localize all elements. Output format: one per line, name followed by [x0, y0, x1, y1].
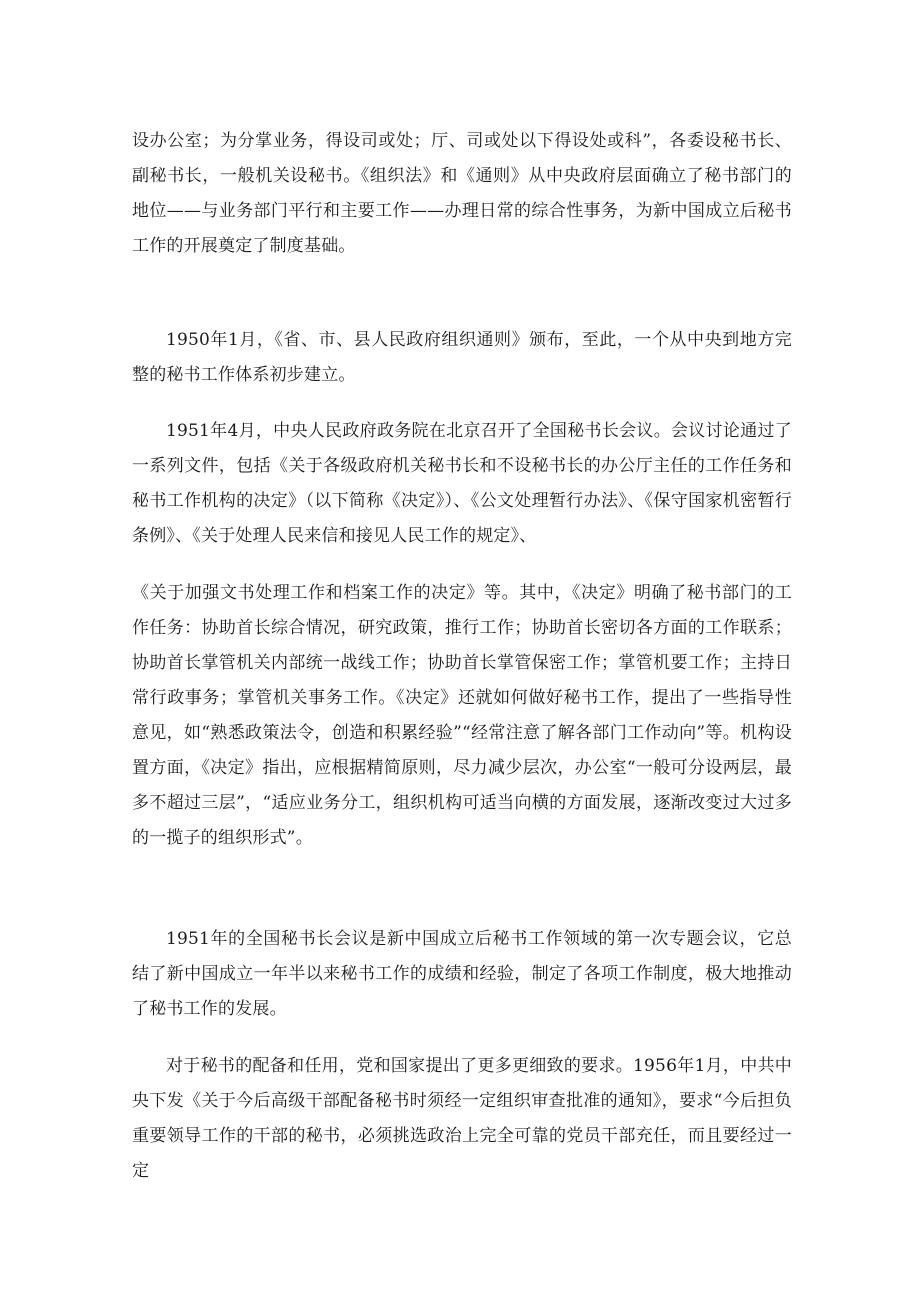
paragraph-continuation: 设办公室；为分掌业务，得设司或处；厅、司或处以下得设处或科”，各委设秘书长、副秘书长，一般机关设秘书。《组织法》和《通则》从中央政府层面确立了秘书部门的地位——与业务部门平行和主要工作——办理日常的综合性事务，为新中国成立后秘书工作的开展奠定了制度基础。: [132, 131, 792, 256]
paragraph-decision-details: 《关于加强文书处理工作和档案工作的决定》等。其中，《决定》明确了秘书部门的工作任务：协助首长综合情况，研究政策，推行工作；协助首长密切各方面的工作联系；协助首长掌管机关内部统一战线工作；协助首长掌管保密工作；掌管机要工作；主持日常行政事务；掌管机关事务工作。《决定》还就如何做好秘书工作，提出了一些指导性意见，如“熟悉政策法令，创造和积累经验”“经常注意了解各部门工作动向”等。机构设置方面，《决定》指出，应根据精简原则，尽力减少层次，办公室“一般可分设两层，最多不超过三层”，“适应业务分工，组织机构可适当向横的方面发展，逐渐改变过大过多的一揽子的组织形式”。: [132, 583, 792, 848]
paragraph-secretary-appointment: 对于秘书的配备和任用，党和国家提出了更多更细致的要求。1956年1月，中共中央下发《关于今后高级干部配备秘书时须经一定组织审查批准的通知》，要求“今后担负重要领导工作的干部的秘书，必须挑选政治上完全可靠的党员干部充任，而且要经过一定: [132, 1056, 792, 1181]
paragraph-1950: 1950年1月，《省、市、县人民政府组织通则》颁布，至此，一个从中央到地方完整的秘书工作体系初步建立。: [132, 330, 792, 385]
paragraph-meeting-summary: 1951年的全国秘书长会议是新中国成立后秘书工作领域的第一次专题会议，它总结了新中国成立一年半以来秘书工作的成绩和经验，制定了各项工作制度，极大地推动了秘书工作的发展。: [132, 929, 792, 1019]
paragraph-1951-meeting: 1951年4月，中央人民政府政务院在北京召开了全国秘书长会议。会议讨论通过了一系列文件，包括《关于各级政府机关秘书长和不设秘书长的办公厅主任的工作任务和秘书工作机构的决定》（以下简称《决定》）、《公文处理暂行办法》、《保守国家机密暂行条例》、《关于处理人民来信和接见人民工作的规定》、: [132, 421, 792, 546]
